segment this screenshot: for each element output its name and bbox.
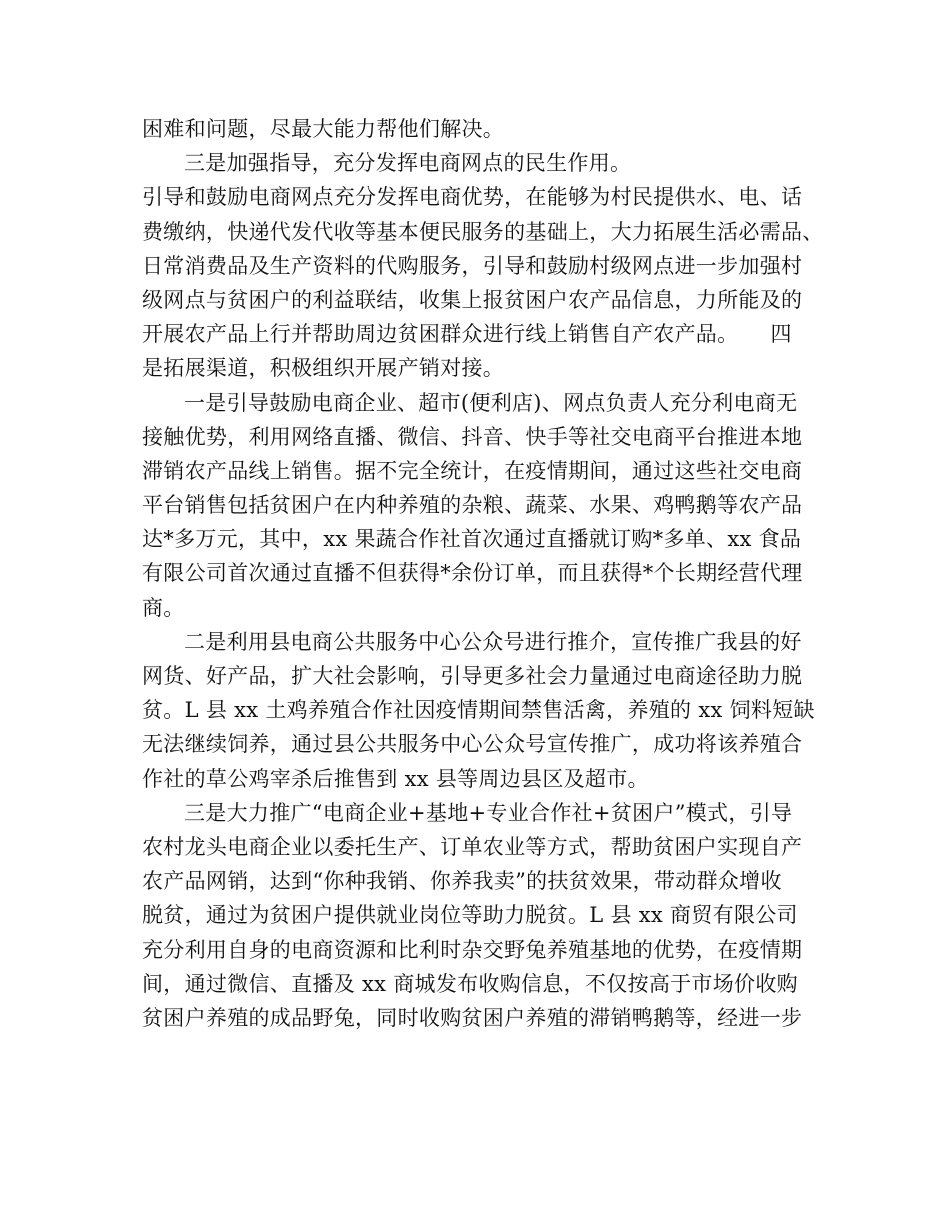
paragraph-heading: 三是加强指导，充分发挥电商网点的民生作用。: [184, 151, 632, 176]
text-line: 贫。L 县 xx 土鸡养殖合作社因疫情期间禁售活禽，养殖的 xx 饲料短缺: [142, 698, 815, 723]
text-line: 农产品网销，达到“你种我销、你养我卖”的扶贫效果，带动群众增收: [142, 869, 782, 894]
text-line: 有限公司首次通过直播不但获得*余份订单，而且获得*个长期经营代理: [142, 561, 803, 586]
text-line: 作社的草公鸡宰杀后推售到 xx 县等周边县区及超市。: [142, 766, 649, 791]
text-line: 平台销售包括贫困户在内种养殖的杂粮、蔬菜、水果、鸡鸭鹅等农产品: [142, 493, 803, 518]
text-line: 级网点与贫困户的利益联结，收集上报贫困户农产品信息，力所能及的: [142, 287, 803, 312]
text-line: 网货、好产品，扩大社会影响，引导更多社会力量通过电商途径助力脱: [142, 664, 803, 688]
body-text: [142, 112, 828, 1035]
text-line: 引导和鼓励电商网点充分发挥电商优势，在能够为村民提供水、电、话: [142, 185, 803, 210]
text-line: 接触优势，利用网络直播、微信、抖音、快手等社交电商平台推进本地: [142, 424, 803, 449]
text-line: 费缴纳，快递代发代收等基本便民服务的基础上，大力拓展生活必需品、: [142, 219, 824, 244]
text-line: 农村龙头电商企业以委托生产、订单农业等方式，帮助贫困户实现自产: [142, 834, 803, 859]
text-line: 充分利用自身的电商资源和比利时杂交野兔养殖基地的优势，在疫情期: [142, 937, 803, 962]
text-line: 是拓展渠道，积极组织开展产销对接。: [142, 356, 505, 381]
text-line: 脱贫，通过为贫困户提供就业岗位等助力脱贫。L 县 xx 商贸有限公司: [142, 903, 798, 928]
text-line: 困难和问题，尽最大能力帮他们解决。: [142, 117, 505, 141]
text-line: 三是大力推广“电商企业+基地+专业合作社+贫困户”模式，引导: [184, 800, 793, 825]
text-line: 间，通过微信、直播及 xx 商城发布收购信息，不仅按高于市场价收购: [142, 971, 798, 996]
text-line: 一是引导鼓励电商企业、超市(便利店)、网点负责人充分利电商无: [184, 390, 798, 415]
text-line: 二是利用县电商公共服务中心公众号进行推介，宣传推广我县的好: [184, 629, 802, 654]
text-line: 商。: [142, 595, 185, 620]
text-line: 开展农产品上行并帮助周边贫困群众进行线上销售自产农产品。 四: [142, 322, 792, 347]
text-line: 达*多万元，其中，xx 果蔬合作社首次通过直播就订购*多单、xx 食品: [142, 527, 802, 552]
text-line: 滞销农产品线上销售。据不完全统计，在疫情期间，通过这些社交电商: [142, 458, 803, 483]
text-line: 无法继续饲养，通过县公共服务中心公众号宣传推广，成功将该养殖合: [142, 732, 803, 757]
text-line: 贫困户养殖的成品野兔，同时收购贫困户养殖的滞销鸭鹅等，经进一步: [142, 1005, 803, 1030]
text-line: 日常消费品及生产资料的代购服务，引导和鼓励村级网点进一步加强村: [142, 253, 803, 278]
